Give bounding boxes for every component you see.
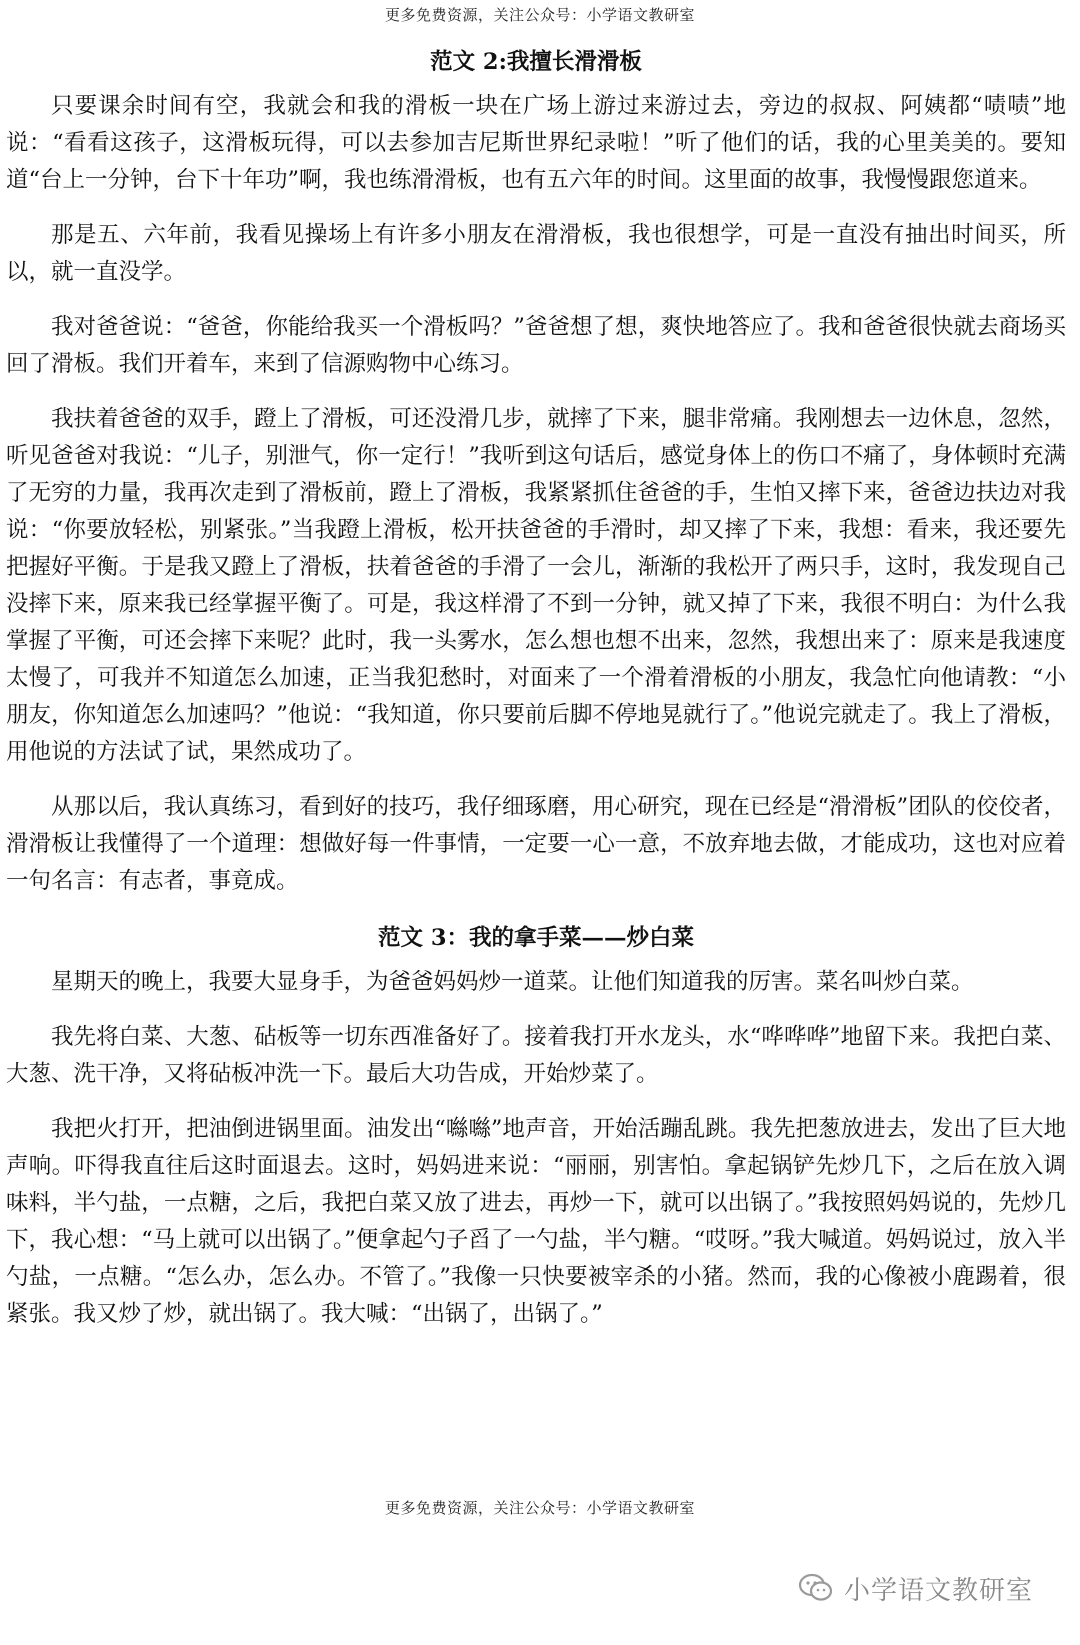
footer-note: 更多免费资源，关注公众号：小学语文教研室 [384,1499,695,1517]
header-note: 更多免费资源，关注公众号：小学语文教研室 [384,6,695,24]
essay-3-paragraph-2: 我先将白菜、大葱、砧板等一切东西准备好了。接着我打开水龙头，水“哗哗哗”地留下来。我把白菜、大葱、洗干净，又将砧板冲洗一下。最后大功告成，开始炒菜了。 [6,1024,1066,1087]
watermark-text: 小学语文教研室 [844,1575,1034,1606]
essay-2-paragraph-2: 那是五、六年前，我看见操场上有许多小朋友在滑滑板，我也很想学，可是一直没有抽出时间买，所以，就一直没学。 [6,222,1066,285]
essay-2-paragraph-3: 我对爸爸说：“爸爸，你能给我买一个滑板吗？”爸爸想了想，爽快地答应了。我和爸爸很快就去商场买回了滑板。我们开着车，来到了信源购物中心练习。 [6,314,1066,377]
document-body [6,42,1066,1351]
essay-3-paragraph-3: 我把火打开，把油倒进锅里面。油发出“噝噝”地声音，开始活蹦乱跳。我先把葱放进去，发出了巨大地声响。吓得我直往后这时面退去。这时，妈妈进来说：“丽丽，别害怕。拿起锅铲先炒几下，之后在放入调味料，半勺盐，一点糖，之后，我把白菜又放了进去，再炒一下，就可以出锅了。”我按照妈妈说的，先炒几下，我心想：“马上就可以出锅了。”便拿起勺子舀了一勺盐，半勺糖。“哎呀。”我大喊道。妈妈说过，放入半勺盐，一点糖。“怎么办，怎么办。不管了。”我像一只快要被宰杀的小猪。然而，我的心像被小鹿踢着，很紧张。我又炒了炒，就出锅了。我大喊：“出锅了，出锅了。” [6,1116,1066,1327]
wechat-icon [796,1568,836,1608]
essay-2-paragraph-4: 我扶着爸爸的双手，蹬上了滑板，可还没滑几步，就摔了下来，腿非常痛。我刚想去一边休息，忽然，听见爸爸对我说：“儿子，别泄气，你一定行！”我听到这句话后，感觉身体上的伤口不痛了，身体顿时充满了无穷的力量，我再次走到了滑板前，蹬上了滑板，我紧紧抓住爸爸的手，生怕又摔下来，爸爸边扶边对我说：“你要放轻松，别紧张。”当我蹬上滑板，松开扶爸爸的手滑时，却又摔了下来，我想：看来，我还要先把握好平衡。于是我又蹬上了滑板，扶着爸爸的手滑了一会儿，渐渐的我松开了两只手，这时，我发现自己没摔下来，原来我已经掌握平衡了。可是，我这样滑了不到一分钟，就又掉了下来，我很不明白：为什么我掌握了平衡，可还会摔下来呢？此时，我一头雾水，怎么想也想不出来，忽然，我想出来了：原来是我速度太慢了，可我并不知道怎么加速，正当我犯愁时，对面来了一个滑着滑板的小朋友，我急忙向他请教：“小朋友，你知道怎么加速吗？”他说：“我知道，你只要前后脚不停地晃就行了。”他说完就走了。我上了滑板，用他说的方法试了试，果然成功了。 [6,406,1066,765]
essay-3-title: 范文 3：我的拿手菜——炒白菜 [378,925,694,951]
essay-3-paragraph-1: 星期天的晚上，我要大显身手，为爸爸妈妈炒一道菜。让他们知道我的厉害。菜名叫炒白菜。 [51,969,974,995]
wechat-watermark [796,1562,1033,1614]
essay-2-paragraph-5: 从那以后，我认真练习，看到好的技巧，我仔细琢磨，用心研究，现在已经是“滑滑板”团队的佼佼者，滑滑板让我懂得了一个道理：想做好每一件事情，一定要一心一意，不放弃地去做，才能成功，这也对应着一句名言：有志者，事竟成。 [6,794,1066,894]
essay-2-paragraph-1: 只要课余时间有空，我就会和我的滑板一块在广场上游过来游过去，旁边的叔叔、阿姨都“啧啧”地说：“看看这孩子，这滑板玩得，可以去参加吉尼斯世界纪录啦！”听了他们的话，我的心里美美的。要知道“台上一分钟，台下十年功”啊，我也练滑滑板，也有五六年的时间。这里面的故事，我慢慢跟您道来。 [6,93,1066,193]
essay-2-title: 范文 2:我擅长滑滑板 [430,49,642,75]
